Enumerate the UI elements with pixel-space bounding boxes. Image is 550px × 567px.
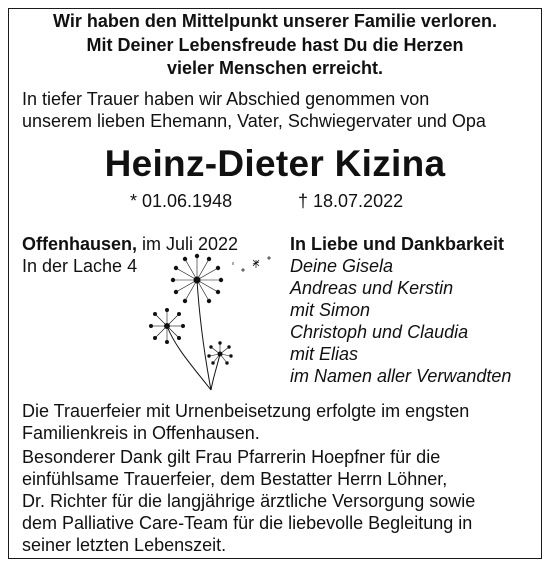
deceased-name: Heinz-Dieter Kizina [104,143,446,184]
place-date: im Juli 2022 [137,234,239,254]
birth-date: * 01.06.1948 [130,191,233,211]
heading-line-2: Mit Deiner Lebensfreude hast Du die Herzen [86,35,464,55]
intro-line-1: In tiefer Trauer haben wir Abschied genommen von [22,89,430,109]
place-street: In der Lache 4 [22,256,138,276]
heading-line-3: vieler Menschen erreicht. [166,58,384,78]
thanks-line-5: seiner letzten Lebenszeit. [22,535,227,555]
mourners-heading: In Liebe und Dankbarkeit [290,234,505,254]
thanks-line-1: Besonderer Dank gilt Frau Pfarrerin Hoepfner für die [22,447,441,467]
funeral-line-1: Die Trauerfeier mit Urnenbeisetzung erfolgte im engsten [22,401,470,421]
thanks-line-4: dem Palliative Care-Team für die liebevolle Begleitung in [22,513,473,533]
thanks-line-2: einfühlsame Trauerfeier, dem Bestatter Herrn Löhner, [22,469,448,489]
mourner-name: Deine Gisela [290,256,394,276]
place-town: Offenhausen, [22,234,138,254]
mourner-name: Christoph und Claudia [290,322,469,342]
heading-line-1: Wir haben den Mittelpunkt unserer Familie verloren. [53,11,497,31]
dandelion-icon [145,252,285,392]
mourner-name: im Namen aller Verwandten [290,366,512,386]
death-date: † 18.07.2022 [298,191,404,211]
mourner-name: mit Simon [290,300,371,320]
mourner-name: mit Elias [290,344,359,364]
mourner-name: Andreas und Kerstin [290,278,454,298]
thanks-line-3: Dr. Richter für die langjährige ärztliche Versorgung sowie [22,491,476,511]
intro-line-2: unserem lieben Ehemann, Vater, Schwiegervater und Opa [22,111,486,131]
funeral-line-2: Familienkreis in Offenhausen. [22,423,260,443]
